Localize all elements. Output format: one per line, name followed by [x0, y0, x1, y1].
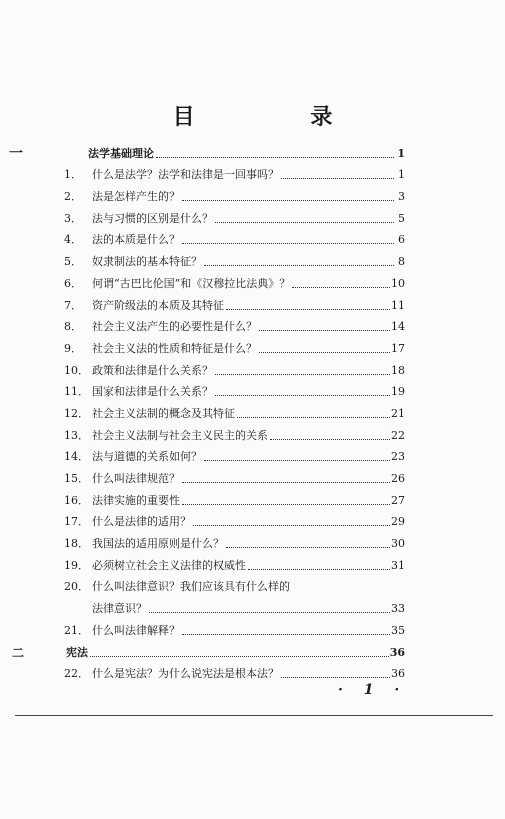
entry-number: 20． [64, 580, 89, 594]
page-number: 29 [391, 515, 405, 529]
entry-number: 9． [64, 341, 82, 355]
entry-title: 国家和法律是什么关系？ [92, 385, 213, 399]
entry-number: 22． [64, 667, 89, 681]
page-number: 6 [398, 233, 405, 247]
entry-title: 什么是宪法？为什么说宪法是根本法？ [92, 667, 279, 681]
chapter-2-entry[interactable] [12, 638, 405, 660]
toc-entry[interactable] [60, 247, 405, 269]
toc-entry[interactable] [60, 399, 405, 421]
chapter-title: 宪法 [66, 645, 88, 659]
entry-number: 10． [64, 363, 89, 377]
toc-entry[interactable] [60, 161, 405, 183]
leader-dots [226, 547, 390, 548]
toc-entry[interactable] [60, 464, 405, 486]
leader-dots [90, 656, 389, 657]
entry-number: 4． [64, 233, 82, 247]
entry-title: 法律实施的重要性 [92, 493, 180, 507]
entry-title: 什么是法律的适用？ [92, 515, 191, 529]
page-number: 1 [397, 146, 405, 160]
page-number: 36 [391, 667, 405, 681]
entry-number: 2． [64, 190, 82, 204]
toc-entry[interactable] [60, 443, 405, 465]
chapter-1-entry[interactable] [9, 139, 405, 162]
page-number: 19 [391, 385, 405, 399]
leader-dots [281, 677, 390, 678]
page-number: 3 [398, 190, 405, 204]
toc-entry-continuation[interactable] [60, 594, 405, 616]
page-number: 5 [398, 211, 405, 225]
entry-title: 社会主义法制与社会主义民主的关系 [92, 428, 268, 442]
leader-dots [204, 265, 394, 266]
entry-title: 何谓“古巴比伦国”和《汉穆拉比法典》？ [92, 276, 291, 290]
page-number: 10 [391, 276, 405, 290]
toc-entry[interactable] [60, 313, 405, 335]
toc-entry[interactable] [60, 226, 405, 248]
page-number: 23 [391, 450, 405, 464]
toc-entry[interactable] [60, 204, 405, 226]
entry-number: 7． [64, 298, 82, 312]
entry-number: 19． [64, 558, 89, 572]
leader-dots [182, 504, 390, 505]
leader-dots [182, 482, 390, 483]
entry-number: 15． [64, 472, 89, 485]
page-number: 11 [391, 298, 405, 312]
toc-entry[interactable] [60, 291, 405, 313]
leader-dots [204, 460, 390, 461]
entry-title: 什么叫法律解释？ [92, 623, 180, 637]
entry-title: 社会主义法制的概念及其特征 [92, 406, 235, 420]
leader-dots [215, 222, 394, 223]
page-number: 27 [391, 493, 405, 507]
entry-number: 1． [64, 168, 82, 182]
entry-number: 14． [64, 450, 89, 464]
folio-page-number: · 1 · [338, 682, 408, 698]
toc-entry[interactable] [60, 378, 405, 400]
entry-number: 13． [64, 428, 89, 442]
entry-title: 什么叫法律意识？我们应该具有什么样的 [92, 580, 290, 594]
page-number: 21 [391, 406, 405, 420]
leader-dots [259, 330, 390, 331]
page-number: 8 [398, 255, 405, 269]
page-number: 1 [398, 168, 405, 182]
leader-dots [182, 243, 394, 244]
leader-dots [292, 287, 390, 288]
page-number: 33 [391, 602, 405, 616]
entry-number: 8． [64, 320, 82, 334]
toc-entry[interactable] [60, 529, 405, 551]
leader-dots [156, 157, 394, 158]
page-number: 26 [391, 472, 405, 485]
page-number: 14 [391, 320, 405, 334]
toc-entry[interactable] [60, 660, 405, 682]
leader-dots [193, 525, 390, 526]
page-number: 36 [389, 645, 405, 659]
entry-number: 6． [64, 276, 82, 290]
entry-number: 16． [64, 493, 89, 507]
entry-number: 17． [64, 515, 89, 529]
entry-title: 什么是法学？法学和法律是一回事吗？ [92, 168, 279, 182]
page-number: 18 [391, 363, 405, 377]
entry-number: 5． [64, 255, 82, 269]
toc-entry[interactable] [60, 421, 405, 443]
toc-entry[interactable] [60, 573, 405, 595]
entry-title: 社会主义法的性质和特征是什么？ [92, 341, 257, 355]
toc-entry[interactable] [60, 356, 405, 378]
leader-dots [226, 309, 390, 310]
entry-title: 法是怎样产生的？ [92, 190, 180, 204]
entry-title: 我国法的适用原则是什么？ [92, 537, 224, 551]
bottom-rule [15, 715, 493, 716]
page-title: 目 录 [172, 104, 387, 130]
entry-number: 21． [64, 623, 89, 637]
table-of-contents [9, 139, 405, 681]
entry-number: 11． [64, 385, 89, 399]
toc-entry[interactable] [60, 269, 405, 291]
entry-number: 3． [64, 211, 82, 225]
toc-entry[interactable] [60, 508, 405, 530]
toc-entry[interactable] [60, 486, 405, 508]
entry-title-continued: 法律意识？ [92, 602, 147, 616]
leader-dots [248, 569, 390, 570]
leader-dots [215, 374, 390, 375]
entry-number: 12． [64, 406, 89, 420]
leader-dots [215, 395, 390, 396]
leader-dots [281, 178, 394, 179]
toc-entry[interactable] [60, 551, 405, 573]
entry-title: 什么叫法律规范？ [92, 472, 180, 485]
leader-dots [149, 612, 390, 613]
chapter-number: 二 [12, 645, 25, 660]
leader-dots [237, 417, 390, 418]
entry-title: 政策和法律是什么关系？ [92, 363, 213, 377]
chapter-title: 法学基础理论 [88, 146, 154, 160]
leader-dots [270, 439, 390, 440]
page-number: 30 [391, 537, 405, 551]
leader-dots [259, 352, 390, 353]
leader-dots [182, 200, 394, 201]
toc-entry[interactable] [60, 616, 405, 638]
chapter-number: 一 [9, 145, 23, 162]
page-number: 31 [391, 558, 405, 572]
entry-title: 法的本质是什么？ [92, 233, 180, 247]
toc-entry[interactable] [60, 334, 405, 356]
entry-title: 社会主义法产生的必要性是什么？ [92, 320, 257, 334]
page-number: 35 [391, 623, 405, 637]
entry-title: 资产阶级法的本质及其特征 [92, 298, 224, 312]
entry-title: 法与习惯的区别是什么？ [92, 211, 213, 225]
leader-dots [182, 634, 390, 635]
page-number: 17 [391, 341, 405, 355]
entry-title: 法与道德的关系如何？ [92, 450, 202, 464]
toc-entry[interactable] [60, 182, 405, 204]
entry-title: 奴隶制法的基本特征？ [92, 255, 202, 269]
entry-title: 必须树立社会主义法律的权威性 [92, 558, 246, 572]
page-number: 22 [391, 428, 405, 442]
entry-number: 18． [64, 537, 89, 551]
